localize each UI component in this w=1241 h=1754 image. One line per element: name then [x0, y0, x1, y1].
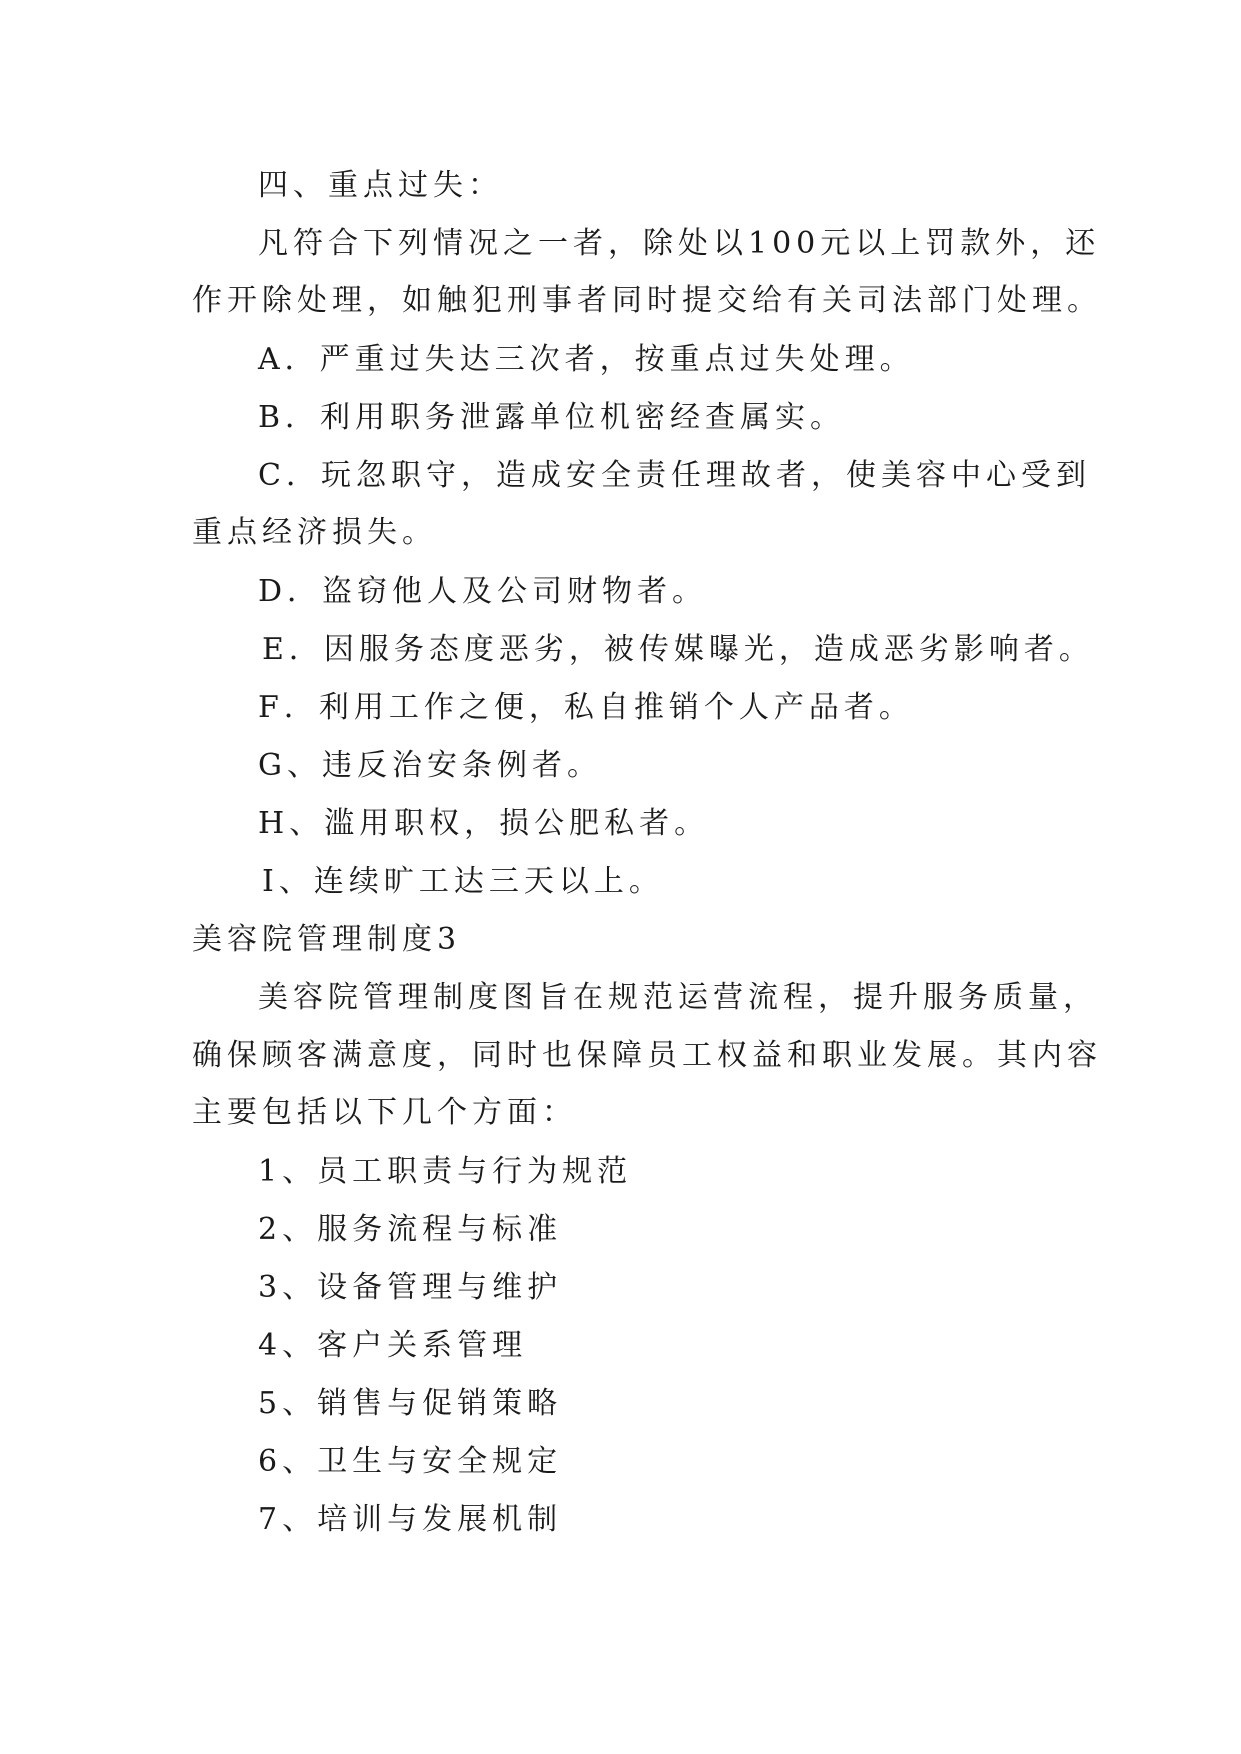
list-item-g: G、违反治安条例者。: [258, 748, 602, 783]
numbered-item: 7、培训与发展机制: [258, 1502, 563, 1537]
paragraph-line: 确保顾客满意度，同时也保障员工权益和职业发展。其内容: [192, 1038, 1102, 1073]
numbered-item: 1、员工职责与行为规范: [258, 1154, 633, 1189]
list-item-d: D．盗窃他人及公司财物者。: [258, 574, 708, 609]
numbered-item: 2、服务流程与标准: [258, 1212, 563, 1247]
paragraph-line: 美容院管理制度图旨在规范运营流程，提升服务质量，: [258, 980, 1098, 1015]
numbered-item: 6、卫生与安全规定: [258, 1444, 563, 1479]
paragraph-line: 作开除处理，如触犯刑事者同时提交给有关司法部门处理。: [192, 283, 1102, 318]
list-item-h: H、滥用职权，损公肥私者。: [258, 806, 710, 841]
numbered-item: 3、设备管理与维护: [258, 1270, 563, 1305]
list-item-b: B．利用职务泄露单位机密经查属实。: [258, 400, 846, 435]
list-item-e: E．因服务态度恶劣，被传媒曝光，造成恶劣影响者。: [262, 632, 1094, 667]
list-item-f: F．利用工作之便，私自推销个人产品者。: [258, 690, 914, 725]
list-item-a: A．严重过失达三次者，按重点过失处理。: [258, 342, 915, 377]
paragraph-line: 主要包括以下几个方面：: [192, 1095, 577, 1130]
numbered-item: 5、销售与促销策略: [258, 1386, 563, 1421]
section-heading: 四、重点过失：: [258, 168, 503, 203]
list-item-i: I、连续旷工达三天以上。: [262, 864, 664, 899]
list-item-c: C．玩忽职守，造成安全责任理故者，使美容中心受到: [258, 458, 1091, 493]
numbered-item: 4、客户关系管理: [258, 1328, 528, 1363]
list-item-c-continuation: 重点经济损失。: [192, 515, 437, 550]
paragraph-line: 凡符合下列情况之一者，除处以100元以上罚款外，还: [258, 226, 1101, 261]
section-title: 美容院管理制度3: [192, 922, 462, 957]
